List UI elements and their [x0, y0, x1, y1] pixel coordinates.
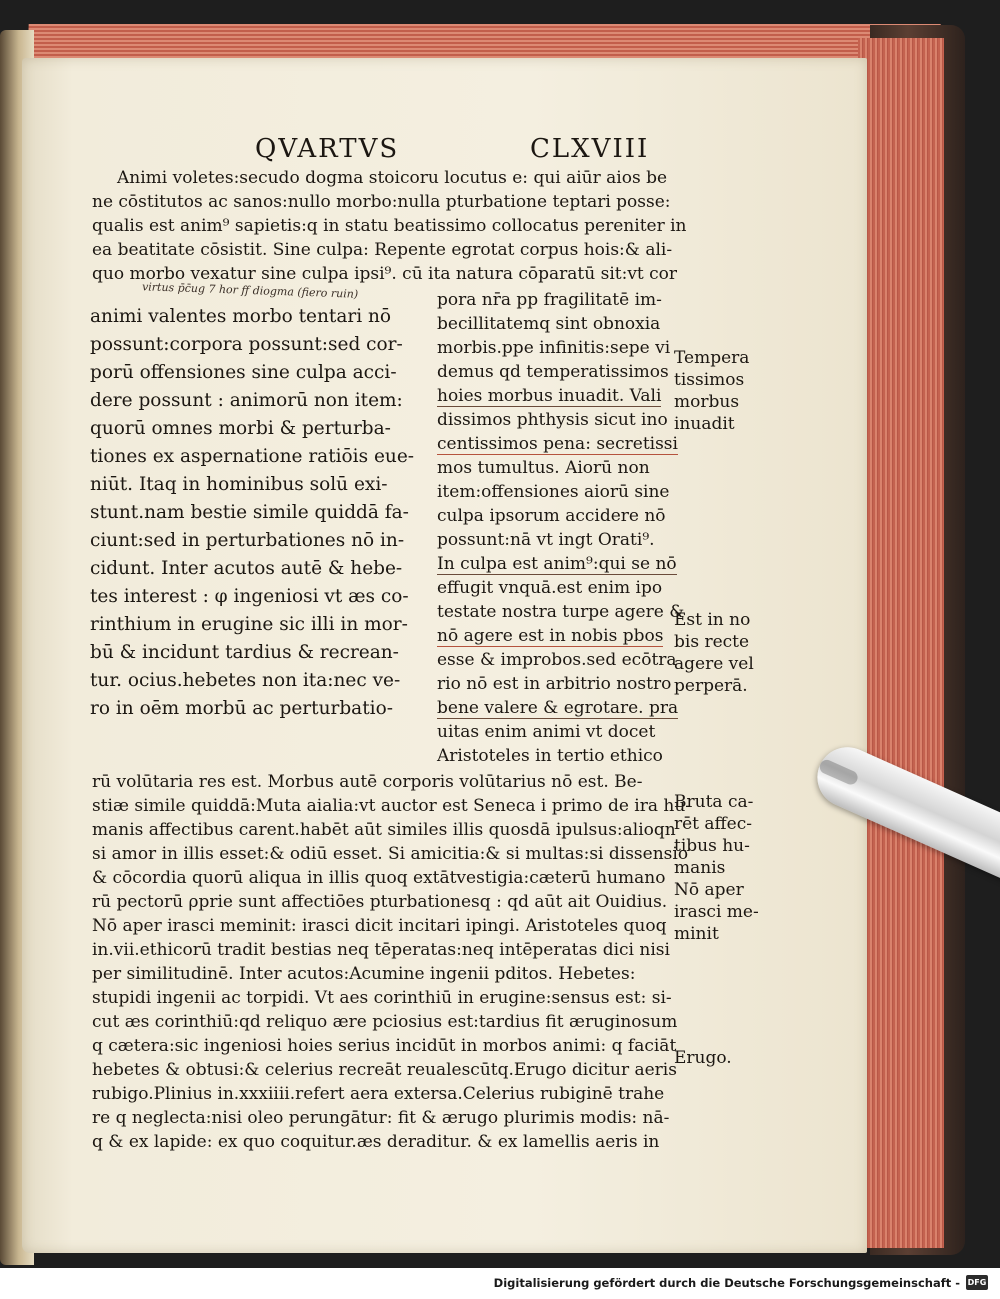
handwritten-annotation: virtus p̄c̄ug 7 hor ff diogma (fiero ruin) [141, 280, 359, 301]
marginal-note-line: irasci me- [674, 902, 759, 922]
commentary-line: & cōcordia quorū aliqua in illis quoq extātvestigia:cæterū humano [92, 868, 666, 888]
commentary-line: rū pectorū ρprie sunt affectiōes pturbationesq : qd aūt ait Ouidius. [92, 892, 668, 912]
commentary-line: nō agere est in nobis pbos [437, 626, 664, 646]
marginal-note-line: morbus [674, 392, 740, 412]
verse-line: tiones ex aspernatione ratiōis eue- [90, 446, 415, 467]
commentary-line: rū volūtaria res est. Morbus autē corporis volūtarius nō est. Be- [92, 772, 643, 792]
footer-credit: Digitalisierung gefördert durch die Deutsche Forschungsgemeinschaft - [493, 1276, 960, 1290]
commentary-line: rubigo.Plinius in.xxxiiii.refert aera extersa.Celerius rubiginē trahe [92, 1084, 665, 1104]
commentary-line: ea beatitate cōsistit. Sine culpa: Repente egrotat corpus hois:& ali- [92, 240, 673, 260]
verse-line: stunt.nam bestie simile quiddā fa- [90, 502, 409, 523]
marginal-note-line: inuadit [674, 414, 735, 434]
commentary-line: bene valere & egrotare. pra [437, 698, 679, 718]
commentary-line: item:offensiones aiorū sine [437, 482, 670, 502]
marginal-note-line: minit [674, 924, 719, 944]
marginal-note-line: Est in no [674, 610, 751, 630]
verse-line: cidunt. Inter acutos autē & hebe- [90, 558, 403, 579]
marginal-note-line: Tempera [674, 348, 750, 368]
folio-number: CLXVIII [530, 134, 650, 164]
commentary-line: In culpa est anim⁹:qui se nō [437, 554, 677, 574]
commentary-line: hoies morbus inuadit. Vali [437, 386, 662, 406]
verse-line: possunt:corpora possunt:sed cor- [90, 334, 403, 355]
commentary-line: stiæ simile quiddā:Muta aialia:vt auctor est Seneca i primo de ira hu- [92, 796, 692, 816]
commentary-line: per similitudinē. Inter acutos:Acumine ingenii pditos. Hebetes: [92, 964, 636, 984]
commentary-line: rio nō est in arbitrio nostro [437, 674, 672, 694]
commentary-line: si amor in illis esset:& odiū esset. Si amicitia:& si multas:si dissensio [92, 844, 689, 864]
marginal-note-line: perperā. [674, 676, 748, 696]
verse-line: quorū omnes morbi & perturba- [90, 418, 391, 439]
marginal-note-line: Erugo. [674, 1048, 732, 1068]
commentary-line: testate nostra turpe agere & [437, 602, 685, 622]
running-head-left: QVARTVS [255, 134, 400, 164]
verse-line: bū & incidunt tardius & recrean- [90, 642, 399, 663]
book-page-edge [858, 38, 944, 1248]
commentary-line: dissimos phthysis sicut ino [437, 410, 668, 430]
commentary-line: quo morbo vexatur sine culpa ipsi⁹. cū ita natura cōparatū sit:vt cor [92, 264, 678, 284]
commentary-line: Nō aper irasci meminit: irasci dicit incitari ipingi. Aristoteles quoq [92, 916, 667, 936]
commentary-line: Animi voletes:secudo dogma stoicoru locutus e: qui aiūr aios be [117, 168, 668, 188]
commentary-line: cut æs corinthiū:qd reliquo ære pciosius est:tardius fit æruginosum [92, 1012, 678, 1032]
verse-line: ciunt:sed in perturbationes nō in- [90, 530, 405, 551]
commentary-line: mos tumultus. Aiorū non [437, 458, 650, 478]
footer [0, 1268, 1000, 1299]
commentary-line: ne cōstitutos ac sanos:nullo morbo:nulla pturbatione teptari posse: [92, 192, 671, 212]
commentary-line: hebetes & obtusi:& celerius recreāt reualescūtq.Erugo dicitur aeris [92, 1060, 677, 1080]
commentary-line: centissimos pena: secretissi [437, 434, 678, 454]
commentary-line: uitas enim animi vt docet [437, 722, 656, 742]
marginal-note-line: rēt affec- [674, 814, 752, 834]
marginal-note-line: bis recte [674, 632, 750, 652]
book-page [22, 58, 867, 1253]
commentary-line: demus qd temperatissimos [437, 362, 669, 382]
verse-line: animi valentes morbo tentari nō [90, 306, 392, 327]
marginal-note-line: manis [674, 858, 726, 878]
commentary-line: esse & improbos.sed ecōtra [437, 650, 677, 670]
commentary-line: effugit vnquā.est enim ipo [437, 578, 663, 598]
commentary-line: pora nr̄a pp fragilitatē im- [437, 290, 662, 310]
commentary-line: culpa ipsorum accidere nō [437, 506, 666, 526]
verse-line: rinthium in erugine sic illi in mor- [90, 614, 408, 635]
commentary-line: Aristoteles in tertio ethico [437, 746, 663, 766]
commentary-line: possunt:nā vt ingt Orati⁹. [437, 530, 655, 550]
commentary-line: morbis.ppe infinitis:sepe vi [437, 338, 671, 358]
verse-line: tur. ocius.hebetes non ita:nec ve- [90, 670, 401, 691]
commentary-line: becillitatemq sint obnoxia [437, 314, 661, 334]
dfg-logo-icon: DFG [966, 1275, 988, 1290]
commentary-line: stupidi ingenii ac torpidi. Vt aes corinthiū in erugine:sensus est: si- [92, 988, 672, 1008]
commentary-line: q & ex lapide: ex quo coquitur.æs deraditur. & ex lamellis aeris in [92, 1132, 660, 1152]
verse-line: niūt. Itaq in hominibus solū exi- [90, 474, 388, 495]
marginal-note-line: tibus hu- [674, 836, 750, 856]
marginal-note-line: agere vel [674, 654, 754, 674]
verse-line: dere possunt : animorū non item: [90, 390, 403, 411]
commentary-line: in.vii.ethicorū tradit bestias neq tēperatas:neq intēperatas dici nisi [92, 940, 670, 960]
marginal-note-line: tissimos [674, 370, 745, 390]
marginal-note-line: Bruta ca- [674, 792, 754, 812]
commentary-line: q cætera:sic ingeniosi hoies serius incidūt in morbos animi: q faciāt [92, 1036, 677, 1056]
marginal-note-line: Nō aper [674, 880, 744, 900]
commentary-line: qualis est anim⁹ sapietis:q in statu beatissimo collocatus pereniter in [92, 216, 687, 236]
commentary-line: re q neglecta:nisi oleo perungātur: fit & ærugo plurimis modis: nā- [92, 1108, 670, 1128]
verse-line: ro in oēm morbū ac perturbatio- [90, 698, 393, 719]
verse-line: porū offensiones sine culpa acci- [90, 362, 397, 383]
commentary-line: manis affectibus carent.habēt aūt similes illis quosdā ipulsus:alioqn [92, 820, 676, 840]
verse-line: tes interest : φ ingeniosi vt æs co- [90, 586, 409, 607]
